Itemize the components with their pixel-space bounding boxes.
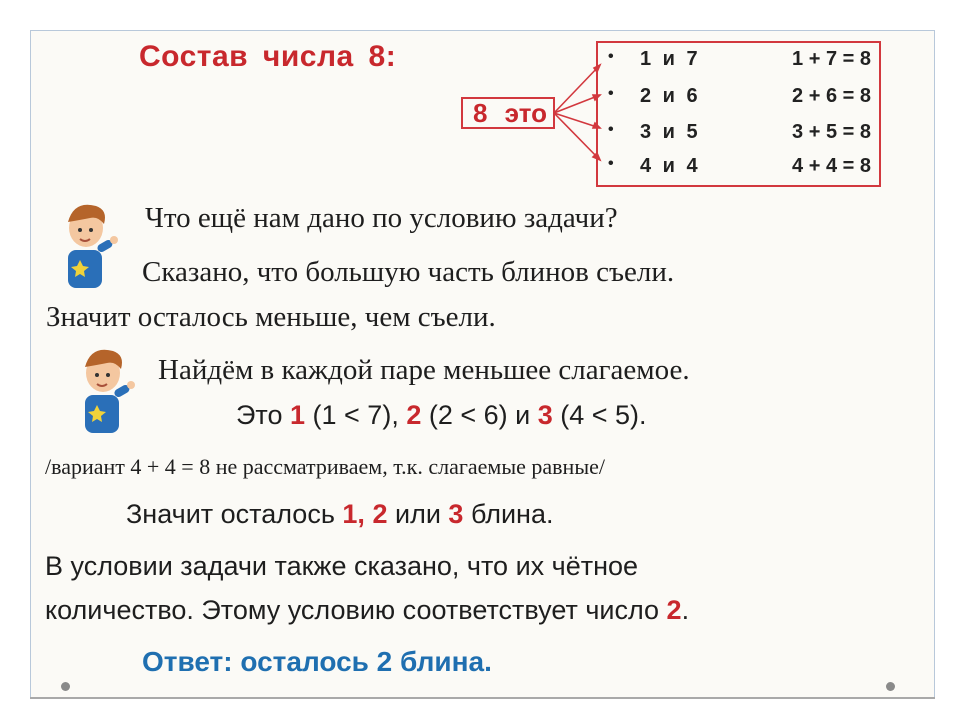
pair-equation: 3 + 5 = 8 [792,121,871,143]
slide-divider [30,697,935,699]
bullet: • [608,155,614,172]
slide-title: Состав числа 8: [139,40,397,73]
pair-equation: 4 + 4 = 8 [792,155,871,177]
highlight-number: 3 [537,400,553,430]
answer-line-2: Значит осталось меньше, чем съели. [46,301,496,333]
text: блина. [463,499,554,529]
text: . [681,595,690,625]
pairs-box [596,41,881,187]
condition-line-1: В условии задачи также сказано, что их чётное [45,551,639,581]
highlight-number: 1 [290,400,306,430]
nav-dot-left[interactable] [61,682,70,691]
highlight-number: 2 [372,499,388,529]
text: (1 < 7), [305,400,407,430]
pair-text: 2 и 6 [640,85,698,107]
pair-row [598,85,879,115]
answer-line: Ответ: осталось 2 блина. [142,646,492,677]
highlight-number: 2 [666,595,682,625]
text: (2 < 6) и [421,400,538,430]
bullet: • [608,48,614,65]
eight-label-box: 8 это [461,97,555,129]
text: (4 < 5). [552,400,647,430]
highlight-number: 1, [342,499,365,529]
boy-pointing-illustration [58,200,122,292]
text: Это [236,400,290,430]
pair-text: 3 и 5 [640,121,698,143]
pair-equation: 2 + 6 = 8 [792,85,871,107]
text: Значит осталось [126,499,343,529]
boy-pointing-illustration [75,345,139,437]
nav-dot-right[interactable] [886,682,895,691]
pair-text: 4 и 4 [640,155,698,177]
pair-equation: 1 + 7 = 8 [792,48,871,70]
pair-row [598,155,879,185]
pair-text: 1 и 7 [640,48,698,70]
question-line-2: Найдём в каждой паре меньшее слагаемое. [158,354,690,386]
bullet: • [608,121,614,138]
explanation-line [236,400,647,431]
pair-row [598,121,879,151]
answer-line-1: Сказано, что большую часть блинов съели. [142,256,675,288]
highlight-number: 2 [406,400,422,430]
text: или [387,499,449,529]
text: количество. Этому условию соответствует число [45,595,667,625]
condition-line-2 [45,595,689,626]
pair-row [598,48,879,78]
question-line-1: Что ещё нам дано по условию задачи? [145,202,618,234]
result-line [126,499,553,530]
highlight-number: 3 [448,499,464,529]
bullet: • [608,85,614,102]
variant-note: /вариант 4 + 4 = 8 не рассматриваем, т.к. слагаемые равные/ [45,454,605,479]
